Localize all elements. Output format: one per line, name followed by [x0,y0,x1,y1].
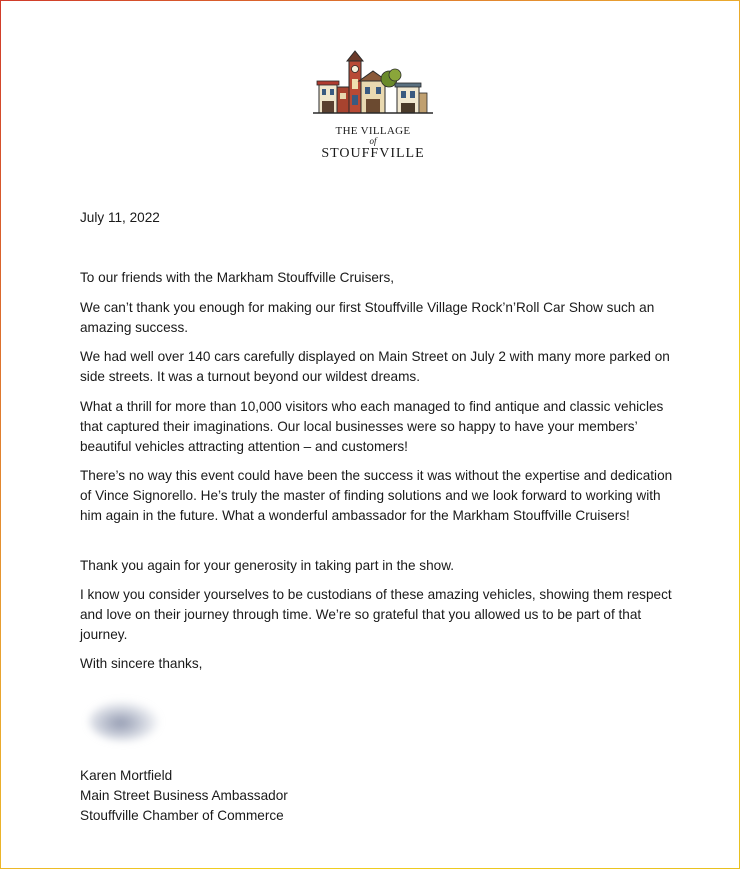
signer-organization: Stouffville Chamber of Commerce [80,808,284,823]
signer-name: Karen Mortfield [80,768,173,783]
village-logo [309,49,437,164]
village-buildings-illustration [309,49,437,125]
letter-paragraph: Thank you again for your generosity in taking part in the show. [80,558,455,573]
signature-blurred [81,681,171,751]
letter-closing: With sincere thanks, [80,656,203,671]
letter-paragraph: We had well over 140 cars carefully displayed on Main Street on July 2 with many more parked on side streets. It was a turnout beyond our wildest dreams. [80,349,670,384]
letter-greeting: To our friends with the Markham Stouffville Cruisers, [80,270,395,285]
letter-paragraph: I know you consider yourselves to be custodians of these amazing vehicles, showing them respect and love on their journey through time. We’re so grateful that you allowed us to be part of that journey. [80,587,672,642]
signer-block [80,766,680,826]
letter-paragraph: We can’t thank you enough for making our first Stouffville Village Rock’n’Roll Car Show such an amazing success. [80,300,655,335]
logo-line-of: of [369,136,377,146]
letter-date: July 11, 2022 [80,210,160,225]
logo-line-village: THE VILLAGE [335,125,411,137]
signature-mark [89,701,159,741]
letter-paragraph: There’s no way this event could have been the success it was without the expertise and dedication of Vince Signorello. He’s truly the master of finding solutions and we look forward to working with him again in the future. What a wonderful ambassador for the Markham Stouffville Cruisers! [80,468,673,523]
letter-paragraph: What a thrill for more than 10,000 visitors who each managed to find antique and classic vehicles that captured their imaginations. Our local businesses were so happy to have your members’ beautiful vehicles attracting attention – and customers! [80,399,664,454]
logo-line-stouffville: STOUFFVILLE [321,146,425,161]
signer-title: Main Street Business Ambassador [80,788,288,803]
